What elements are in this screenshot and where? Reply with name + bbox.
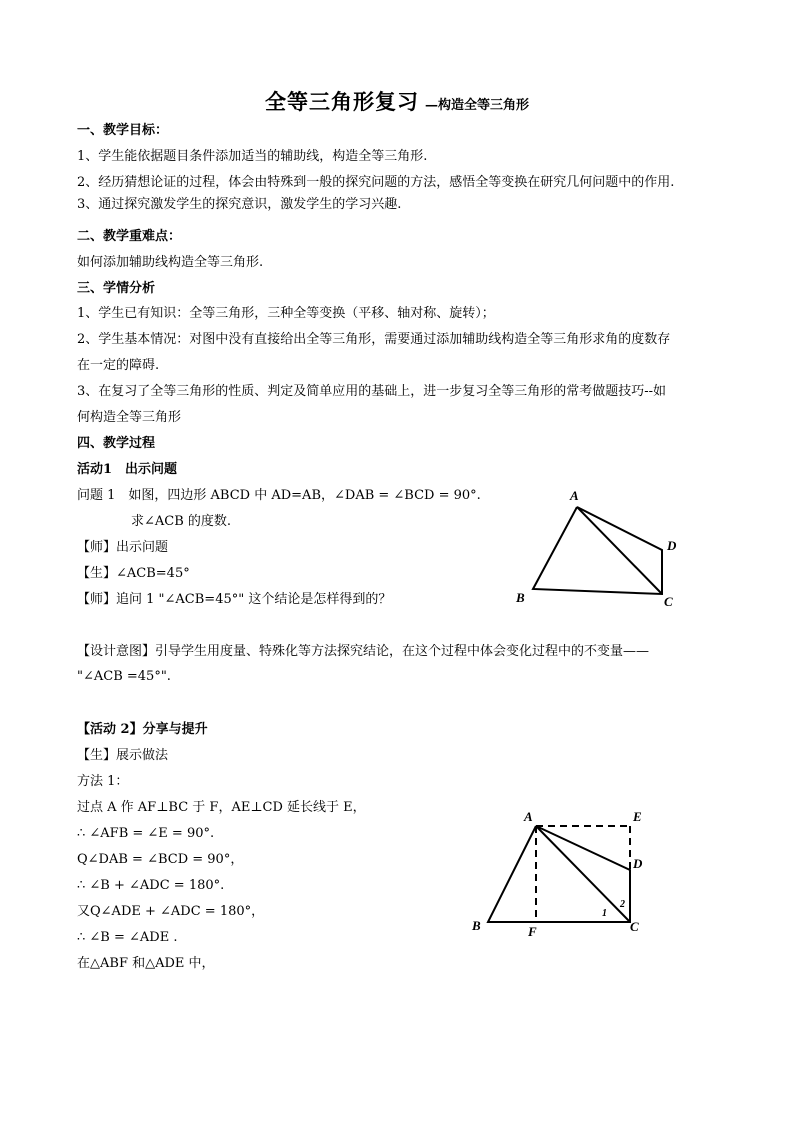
proof-line: Q∠DAB = ∠BCD = 90°， — [77, 852, 244, 867]
fig2-angle-2: 2 — [620, 899, 625, 910]
section-heading-keypoints: 二、教学重难点： — [77, 229, 182, 244]
fig1-label-a: A — [570, 488, 579, 503]
teacher-followup: 【师】追问 1 "∠ACB=45°" 这个结论是怎样得到的？ — [77, 592, 392, 607]
title-main: 全等三角形复习 — [264, 89, 419, 114]
fig2-label-c: C — [630, 919, 639, 934]
question-1: 问题 1 如图，四边形 ABCD 中 AD=AB，∠DAB = ∠BCD = 90°. — [77, 488, 481, 503]
student-show: 【生】展示做法 — [77, 748, 169, 763]
fig1-label-b: B — [516, 590, 525, 605]
fig1-label-d: D — [667, 538, 677, 553]
document-title — [0, 86, 794, 116]
student-answer: 【生】∠ACB=45° — [77, 566, 190, 581]
fig2-label-e: E — [633, 809, 642, 824]
goal-item: 1、学生能依据题目条件添加适当的辅助线，构造全等三角形. — [77, 149, 428, 164]
fig1-label-c: C — [664, 594, 673, 609]
method-label: 方法 1： — [77, 774, 129, 789]
design-intent-cont: "∠ACB =45°". — [77, 669, 171, 684]
proof-line: ∴ ∠AFB = ∠E = 90°. — [77, 826, 215, 841]
figure-quadrilateral-abcd — [500, 480, 700, 615]
fig2-label-a: A — [524, 809, 533, 824]
section-heading-analysis: 三、学情分析 — [77, 281, 156, 296]
proof-line: 又Q∠ADE + ∠ADC = 180°， — [77, 904, 265, 919]
analysis-item: 1、学生已有知识：全等三角形，三种全等变换（平移、轴对称、旋转）； — [77, 306, 495, 321]
section-heading-goals: 一、教学目标： — [77, 123, 169, 138]
analysis-item: 何构造全等三角形 — [77, 410, 182, 425]
fig2-label-f: F — [528, 924, 537, 939]
teacher-line: 【师】出示问题 — [77, 540, 169, 555]
goal-item: 3、通过探究激发学生的探究意识，激发学生的学习兴趣. — [77, 197, 402, 212]
proof-line: 在△ABF 和△ADE 中， — [77, 956, 215, 971]
proof-line: 过点 A 作 AF⊥BC 于 F，AE⊥CD 延长线于 E， — [77, 800, 366, 815]
proof-line: ∴ ∠B = ∠ADE . — [77, 930, 178, 945]
activity2-heading: 【活动 2】分享与提升 — [77, 722, 208, 737]
analysis-item: 2、学生基本情况：对图中没有直接给出全等三角形，需要通过添加辅助线构造全等三角形求角的度数存 — [77, 332, 671, 347]
analysis-item: 3、在复习了全等三角形的性质、判定及简单应用的基础上，进一步复习全等三角形的常考做题技巧--如 — [77, 384, 667, 399]
fig2-label-b: B — [472, 918, 481, 933]
title-sub: —构造全等三角形 — [424, 98, 529, 113]
proof-line: ∴ ∠B + ∠ADC = 180°. — [77, 878, 225, 893]
design-intent: 【设计意图】引导学生用度量、特殊化等方法探究结论，在这个过程中体会变化过程中的不变量—— — [77, 644, 650, 659]
activity1-heading: 活动1 出示问题 — [77, 462, 178, 477]
question-1-ask: 求∠ACB 的度数. — [131, 514, 232, 529]
fig2-angle-1: 1 — [602, 908, 607, 919]
analysis-item: 在一定的障碍. — [77, 358, 160, 373]
keypoint-text: 如何添加辅助线构造全等三角形. — [77, 255, 264, 270]
fig2-label-d: D — [633, 856, 643, 871]
goal-item: 2、经历猜想论证的过程，体会由特殊到一般的探究问题的方法，感悟全等变换在研究几何问题中的作用. — [77, 175, 675, 190]
figure-construction-aef — [460, 800, 660, 945]
section-heading-process: 四、教学过程 — [77, 436, 156, 451]
